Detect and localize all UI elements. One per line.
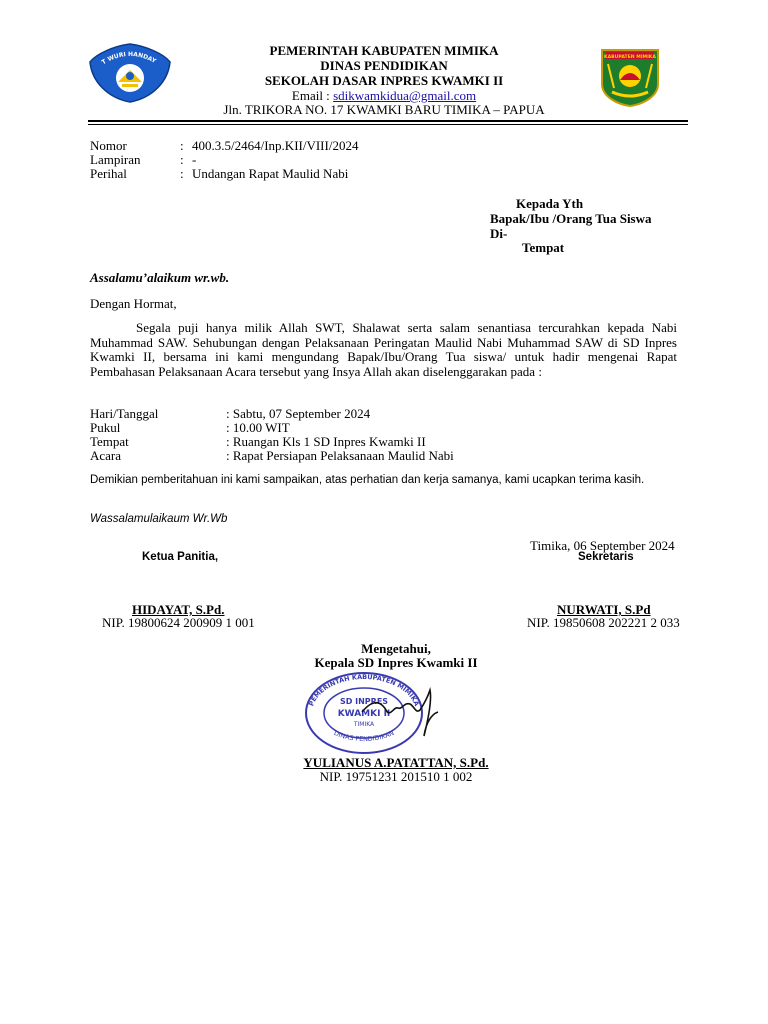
stamp-outer-text: PEMERINTAH KABUPATEN MIMIKA [307,672,421,708]
greeting: Assalamu’alaikum wr.wb. [90,270,230,285]
detail-value: : Rapat Persiapan Pelaksanaan Maulid Nabi [226,448,454,463]
right-logo-text: KABUPATEN MIMIKA [604,55,656,60]
detail-label: Tempat [90,434,129,449]
meta-sep: : [180,152,184,167]
letterhead-line1: PEMERINTAH KABUPATEN MIMIKA [269,43,499,58]
meta-label: Nomor [90,138,127,153]
detail-label: Acara [90,448,122,463]
meta-value: Undangan Rapat Maulid Nabi [192,166,349,181]
letterhead-line2: DINAS PENDIDIKAN [320,58,448,73]
detail-value: : 10.00 WIT [226,420,290,435]
right-signatory-title: Sekretaris [578,551,634,563]
detail-value: : Sabtu, 07 September 2024 [226,406,371,421]
recipient-line3: Di- [490,226,508,241]
stamp-bottom-text: DINAS PENDIDIKAN [332,728,396,744]
letterhead-rule-thin [88,124,688,125]
recipient-line4: Tempat [522,240,565,255]
school-stamp [302,670,442,756]
left-signatory-nip: NIP. 19800624 200909 1 001 [102,615,255,630]
meta-value: 400.3.5/2464/Inp.KII/VIII/2024 [192,138,359,153]
head-label: Mengetahui, [361,641,431,656]
head-title: Kepala SD Inpres Kwamki II [314,655,478,670]
left-logo-text: T WURI HANDAY [100,50,157,67]
detail-label: Hari/Tanggal [90,406,159,421]
letterhead-rule-thick [88,120,688,122]
meta-label: Perihal [90,166,127,181]
stamp-center1: SD INPRES [339,697,389,706]
meta-sep: : [180,166,184,181]
left-signatory-title: Ketua Panitia, [142,551,219,563]
body-paragraph: Segala puji hanya milik Allah SWT, Shalawat serta salam senantiasa tercurahkan kepada Nabi Muhammad SAW. Sehubungan dengan Pelaksanaan Peringatan Maulid Nabi Muhammad SAW di SD Inpres Kwamki II, bersama ini kami mengundang Bapak/Ibu/Orang Tua siswa/ untuk hadir mengenai Rapat Pembahasan Pelaksanaan Acara tersebut yang Insya Allah akan diselenggarakan pada : [90,320,677,379]
meta-label: Lampiran [90,152,141,167]
svg-text:DINAS PENDIDIKAN [333,729,396,743]
meta-sep: : [180,138,184,153]
detail-value: : Ruangan Kls 1 SD Inpres Kwamki II [226,434,426,449]
letterhead-email-line [0,88,768,103]
stamp-center3: TIMIKA [353,721,375,728]
email-label: Email : [291,88,334,103]
closing-greeting: Wassalamulaikaum Wr.Wb [90,513,228,525]
email-link[interactable]: sdikwamkidua@gmail.com [333,88,477,103]
detail-label: Pukul [90,420,121,435]
closing-paragraph: Demikian pemberitahuan ini kami sampaikan, atas perhatian dan kerja samanya, kami ucapkan terima kasih. [90,474,645,486]
recipient-line1: Kepada Yth [516,196,584,211]
left-signatory-name: HIDAYAT, S.Pd. [132,602,225,617]
date-place: Timika, 06 September 2024 [530,538,675,553]
letterhead-address: Jln. TRIKORA NO. 17 KWAMKI BARU TIMIKA – PAPUA [223,102,545,117]
head-nip: NIP. 19751231 201510 1 002 [319,769,473,784]
recipient-line2: Bapak/Ibu /Orang Tua Siswa [490,211,652,226]
right-signatory-name: NURWATI, S.Pd [557,602,651,617]
right-signatory-nip: NIP. 19850608 202221 2 033 [527,615,680,630]
salutation: Dengan Hormat, [90,296,177,311]
meta-value: - [192,152,197,167]
letterhead-line3: SEKOLAH DASAR INPRES KWAMKI II [264,73,504,88]
head-name: YULIANUS A.PATATTAN, S.Pd. [303,755,489,770]
stamp-center2: KWAMKI II [337,709,391,719]
